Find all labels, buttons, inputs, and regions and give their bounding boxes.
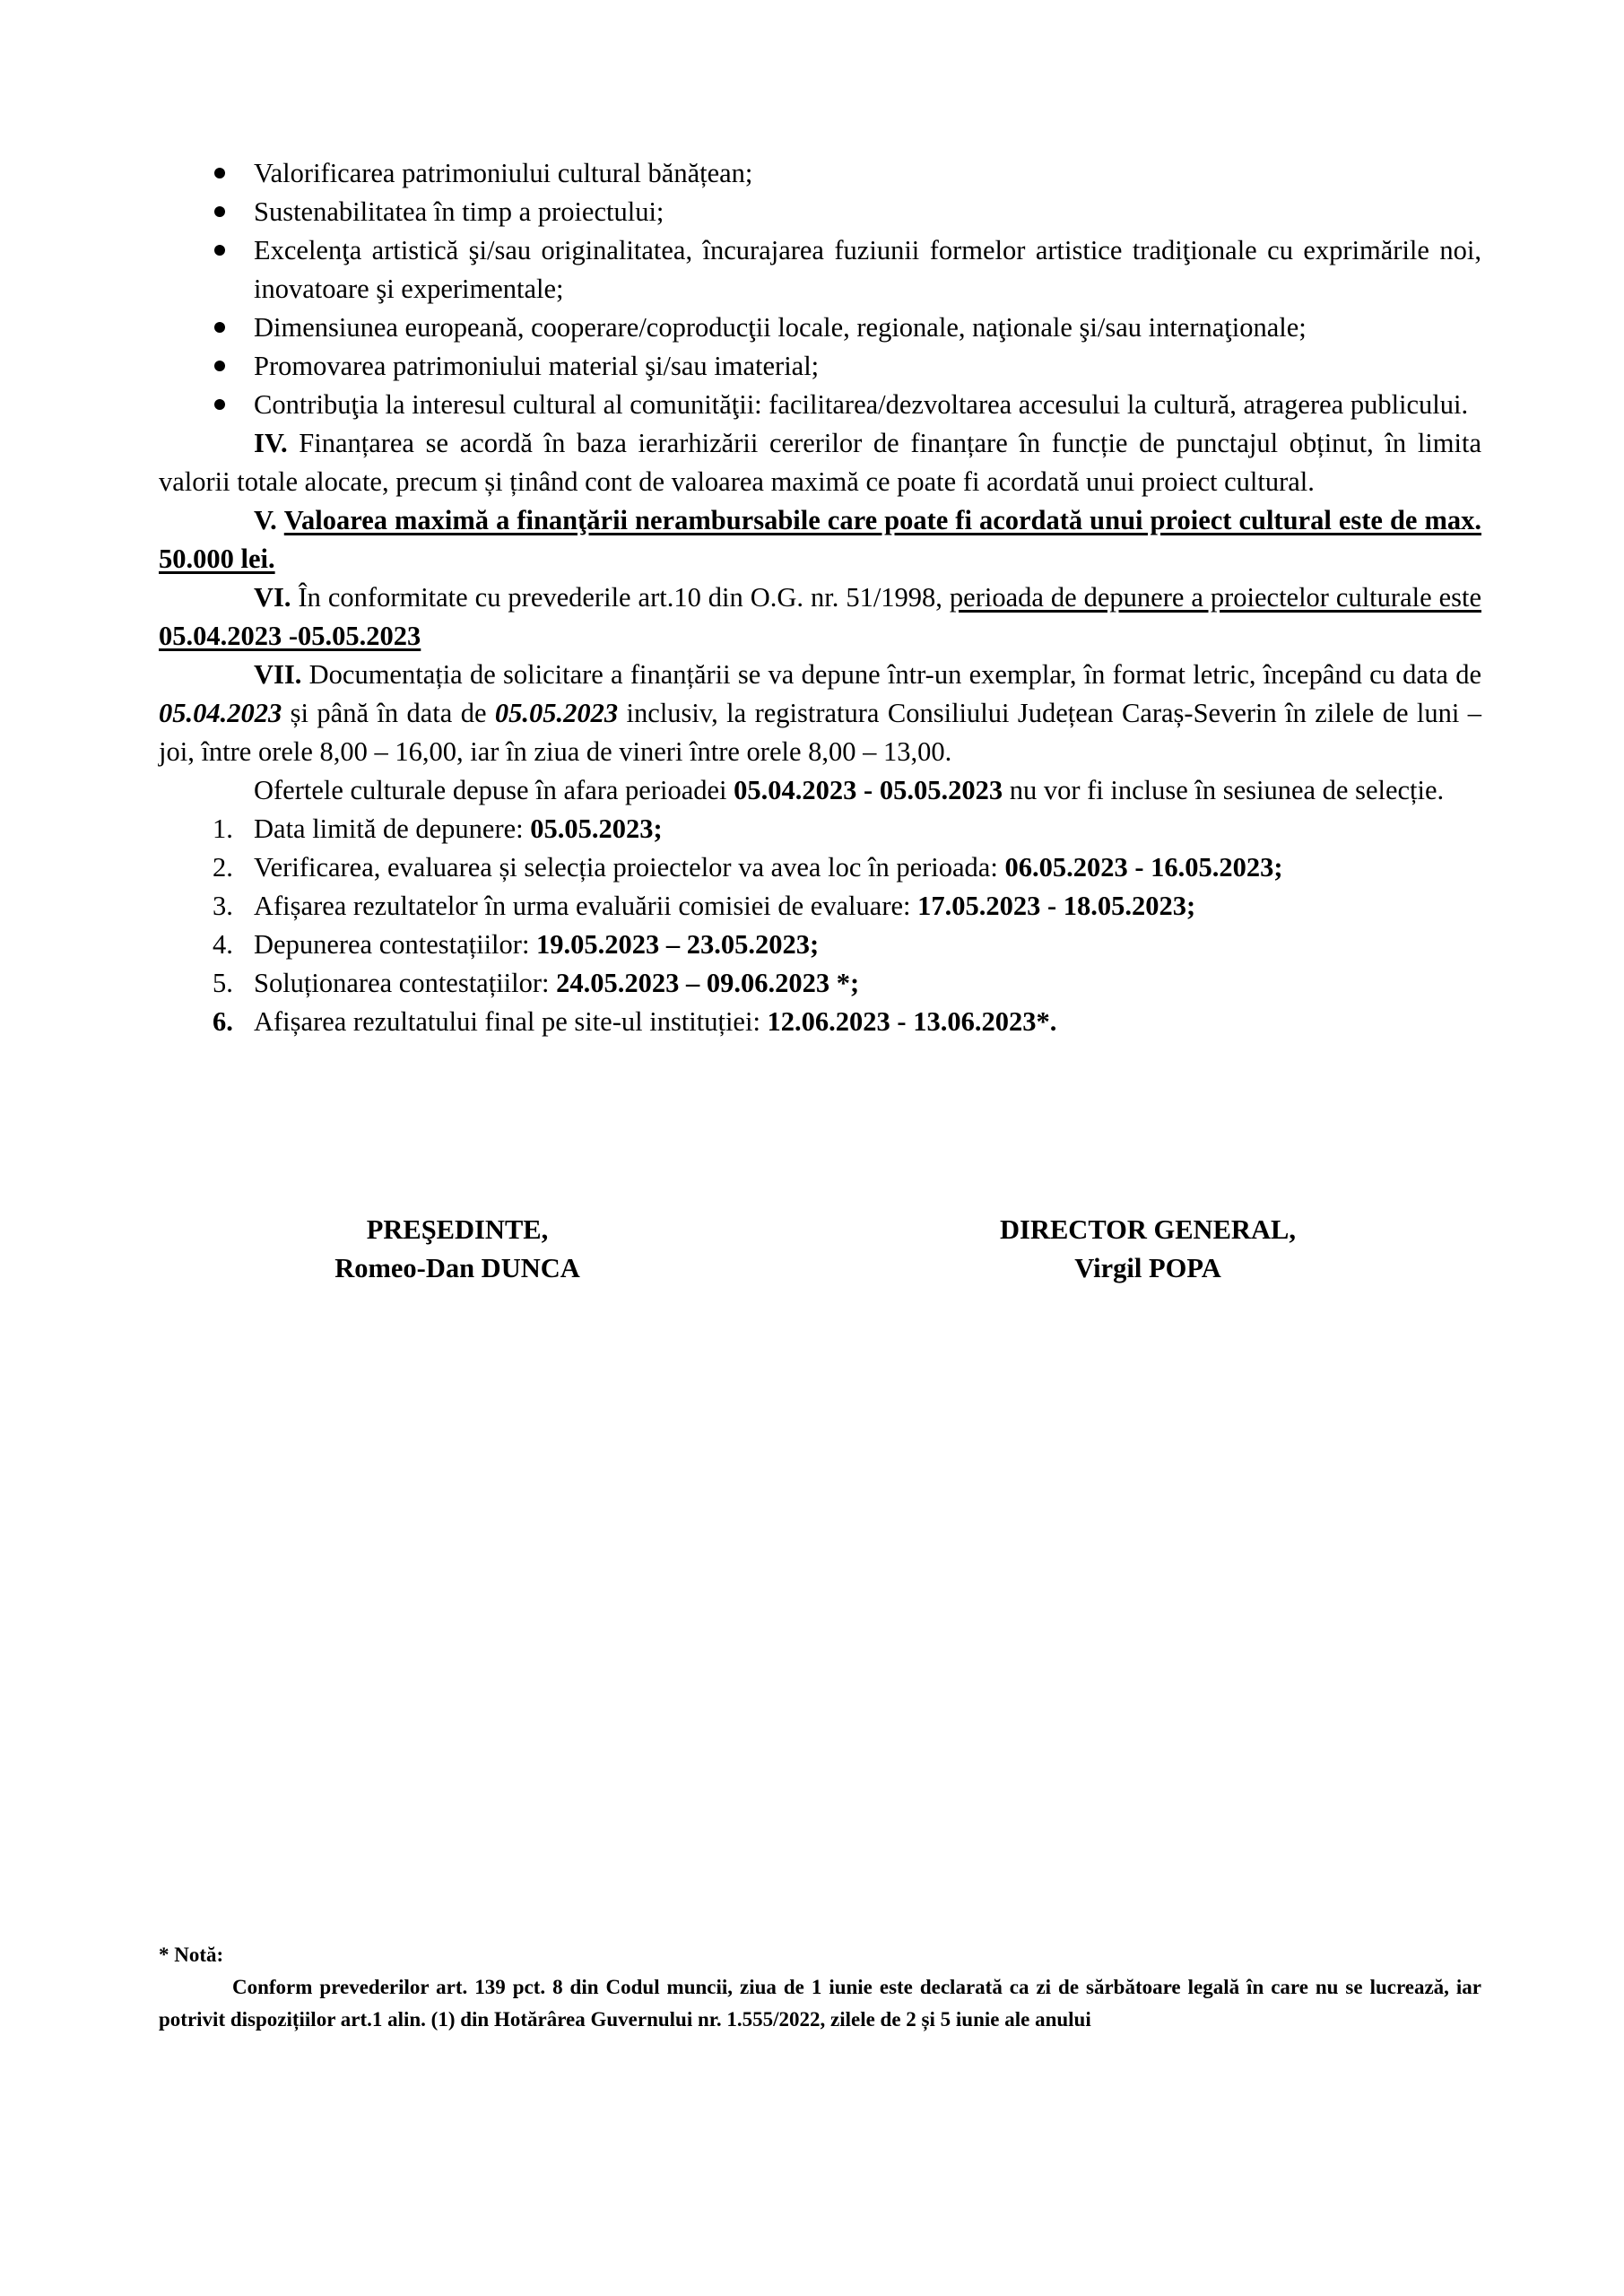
criteria-item: Promovarea patrimoniului material şi/sau imaterial; xyxy=(159,347,1481,386)
president-name: Romeo-Dan DUNCA xyxy=(334,1253,580,1283)
section-v: V. Valoarea maximă a finanţării nerambursabile care poate fi acordată unui proiect cultural este de max. 50.000 lei. xyxy=(159,505,1482,574)
section-vi: VI. În conformitate cu prevederile art.10 din O.G. nr. 51/1998, perioada de depunere a proiectelor culturale este 05.04.2023 -05.05.2023 xyxy=(159,582,1481,651)
schedule-item: 4. Depunerea contestațiilor: 19.05.2023 – 23.05.2023; xyxy=(213,929,820,960)
section-vii: VII. Documentația de solicitare a finanțării se va depune într-un exemplar, în format letric, începând cu data de 05.04.2023 și până în data de 05.05.2023 inclusiv, la registratura Consiliului Județean Caraș-Severin în zilele de luni – joi, între orele 8,00 – 16,00, iar în ziua de vineri între orele 8,00 – 13,00. xyxy=(159,659,1482,767)
submission-period: 05.04.2023 -05.05.2023 xyxy=(159,621,421,651)
criteria-item: Valorificarea patrimoniului cultural bănățean; xyxy=(159,154,1481,193)
president-title: PREŞEDINTE, xyxy=(366,1214,549,1245)
bullet-icon xyxy=(214,361,225,371)
footnote-label: * Notă: xyxy=(159,1944,224,1966)
end-date: 05.05.2023 xyxy=(494,698,619,728)
criteria-item: Sustenabilitatea în timp a proiectului; xyxy=(159,193,1481,231)
schedule-item: 6. Afișarea rezultatului final pe site-ul instituției: 12.06.2023 - 13.06.2023*. xyxy=(213,1006,1057,1037)
bullet-icon xyxy=(214,168,225,178)
footnote-text: Conform prevederilor art. 139 pct. 8 din Codul muncii, ziua de 1 iunie este declarată ca zi de sărbătoare legală în care nu se lucrează, iar potrivit dispozițiilor art.1 alin. (1) din Hotărârea Guvernului nr. 1.555/2022, zilele de 2 și 5 iunie ale anului xyxy=(159,1976,1481,2031)
schedule-item: 3. Afișarea rezultatelor în urma evaluării comisiei de evaluare: 17.05.2023 - 18.05.2023; xyxy=(213,891,1196,921)
criteria-item: Contribuţia la interesul cultural al comunităţii: facilitarea/dezvoltarea accesului la cultură, atragerea publicului. xyxy=(159,386,1481,424)
footnote xyxy=(159,1939,1481,2036)
bullet-icon xyxy=(214,322,225,333)
director-title: DIRECTOR GENERAL, xyxy=(1000,1214,1296,1245)
schedule-item: 1. Data limită de depunere: 05.05.2023; xyxy=(213,813,663,844)
document-body xyxy=(159,154,1481,1041)
start-date: 05.04.2023 xyxy=(159,698,282,728)
schedule-item: 2. Verificarea, evaluarea și selecția proiectelor va avea loc în perioada: 06.05.2023 - 16.05.2023; xyxy=(213,852,1283,883)
president-signature xyxy=(269,1211,646,1288)
bullet-icon xyxy=(214,245,225,256)
criteria-item: Dimensiunea europeană, cooperare/coproducţii locale, regionale, naţionale şi/sau internaţionale; xyxy=(159,309,1481,347)
director-signature xyxy=(951,1211,1345,1288)
director-name: Virgil POPA xyxy=(1074,1253,1221,1283)
signature-block xyxy=(0,1211,1624,1300)
criteria-list xyxy=(159,154,1481,424)
bullet-icon xyxy=(214,399,225,410)
criteria-item: Excelenţa artistică şi/sau originalitatea, încurajarea fuziunii formelor artistice tradiţionale cu exprimările noi, inovatoare şi experimentale; xyxy=(159,231,1481,309)
schedule-item: 5. Soluționarea contestațiilor: 24.05.2023 – 09.06.2023 *; xyxy=(213,968,860,998)
section-iv: IV. Finanțarea se acordă în baza ierarhizării cererilor de finanțare în funcție de punctajul obținut, în limita valorii totale alocate, precum și ținând cont de valoarea maximă ce poate fi acordată unui proiect cultural. xyxy=(159,428,1481,497)
schedule-list xyxy=(159,810,1481,1041)
max-funding-text: Valoarea maximă a finanţării nerambursabile care poate fi acordată unui proiect cultural este de max. 50.000 lei. xyxy=(159,505,1482,574)
bullet-icon xyxy=(214,206,225,217)
offers-paragraph: Ofertele culturale depuse în afara perioadei 05.04.2023 - 05.05.2023 nu vor fi incluse în sesiunea de selecție. xyxy=(254,775,1445,805)
